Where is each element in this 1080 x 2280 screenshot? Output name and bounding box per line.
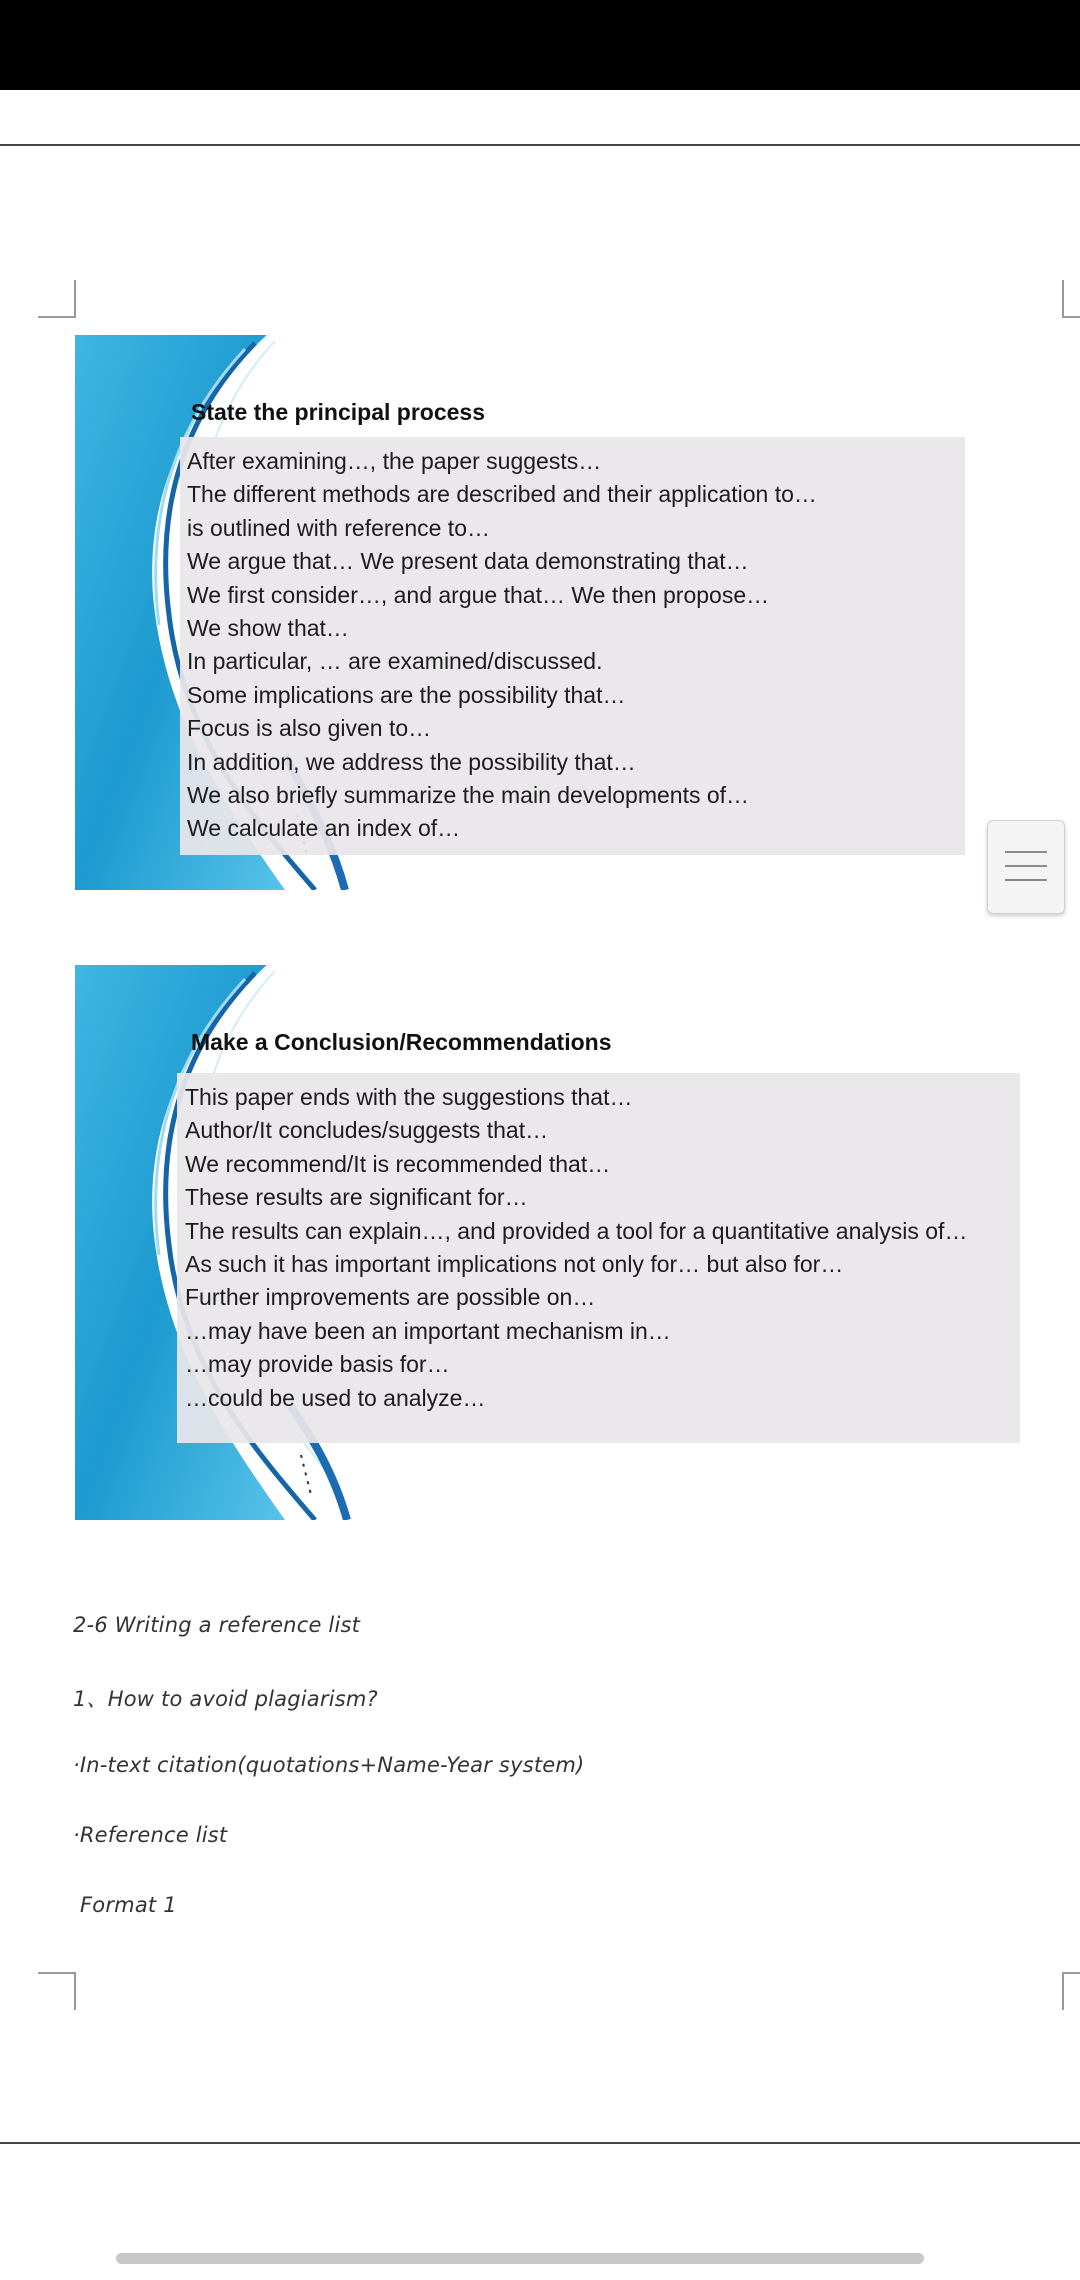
- hamburger-menu-icon[interactable]: [987, 820, 1065, 914]
- status-bar: [0, 0, 1080, 90]
- section-heading: 2-6 Writing a reference list: [73, 1613, 361, 1637]
- phrase-line: Some implications are the possibility that…: [187, 681, 626, 708]
- page-corner-mark-bottom-left: [38, 1972, 76, 2010]
- horizontal-scrollbar[interactable]: [116, 2253, 924, 2264]
- phrase-line: Focus is also given to…: [187, 715, 432, 742]
- phrase-line: We recommend/It is recommended that…: [185, 1150, 611, 1177]
- bullet-reference-list: ·Reference list: [73, 1823, 228, 1847]
- phrase-line: The results can explain…, and provided a tool for a quantitative analysis of…: [185, 1217, 968, 1244]
- phrase-line: …may have been an important mechanism in…: [185, 1317, 671, 1344]
- phrase-line: After examining…, the paper suggests…: [187, 448, 602, 474]
- phrase-line: We argue that… We present data demonstrating that…: [187, 548, 749, 575]
- format-label: Format 1: [80, 1893, 177, 1917]
- phrase-line: We calculate an index of…: [187, 815, 461, 842]
- phrase-line: Author/It concludes/suggests that…: [185, 1117, 549, 1144]
- phrase-line: The different methods are described and their application to…: [187, 481, 817, 508]
- phrase-line: This paper ends with the suggestions that…: [185, 1084, 633, 1110]
- phrase-line: Further improvements are possible on…: [185, 1284, 596, 1311]
- phrase-line: In particular, … are examined/discussed.: [187, 648, 603, 675]
- phrase-line: We show that…: [187, 615, 349, 642]
- menu-bar: [1005, 851, 1047, 853]
- phrase-line: These results are significant for…: [185, 1184, 528, 1211]
- phrase-line: …could be used to analyze…: [185, 1384, 486, 1411]
- phrase-line: As such it has important implications not only for… but also for…: [185, 1251, 844, 1278]
- page-corner-mark-top-left: [38, 280, 76, 318]
- page-bottom-divider: [0, 2142, 1080, 2144]
- phrase-line: We also briefly summarize the main developments of…: [187, 782, 750, 809]
- page-corner-mark-bottom-right: [1062, 1972, 1080, 2010]
- phrase-list: [187, 445, 817, 846]
- bullet-in-text-citation: ·In-text citation(quotations+Name-Year system): [73, 1753, 585, 1777]
- menu-bar: [1005, 879, 1047, 881]
- phrase-line: is outlined with reference to…: [187, 514, 490, 541]
- page-top-divider: [0, 144, 1080, 146]
- slide-image-conclusion: [75, 965, 1020, 1520]
- phrase-line: In addition, we address the possibility that…: [187, 748, 636, 775]
- question-line: 1、How to avoid plagiarism?: [73, 1687, 378, 1711]
- menu-bar: [1005, 865, 1047, 867]
- slide-image-principal-process: [75, 335, 1020, 890]
- slide-title: Make a Conclusion/Recommendations: [191, 1029, 612, 1055]
- phrase-list: [185, 1081, 967, 1415]
- phrase-line: We first consider…, and argue that… We then propose…: [187, 581, 770, 608]
- page-corner-mark-top-right: [1062, 280, 1080, 318]
- phrase-line: …may provide basis for…: [185, 1351, 450, 1378]
- slide-title: State the principal process: [191, 399, 485, 425]
